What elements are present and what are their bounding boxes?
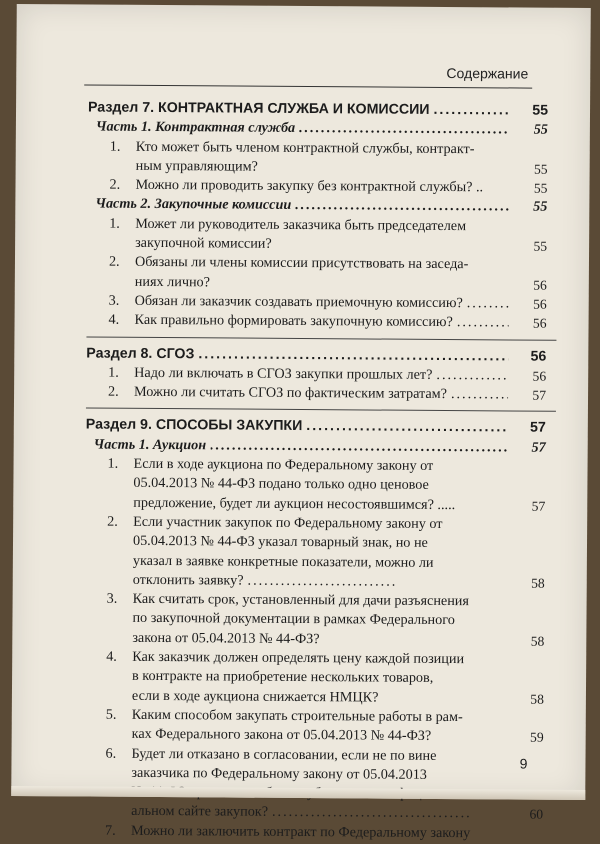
toc-item-number: 3.	[109, 292, 120, 311]
toc-item-line: в контракте на приобретение нескольких товаров,	[132, 668, 433, 686]
toc-item-number: 2.	[107, 513, 118, 532]
toc-item-line: Кто может быть членом контрактной службы, контракт-	[136, 138, 475, 156]
toc-item	[83, 821, 543, 844]
toc-item	[86, 311, 546, 334]
toc-item	[84, 590, 544, 651]
toc-page-number: 57	[512, 419, 546, 439]
toc-item-number: 1.	[109, 214, 120, 233]
toc-item-number: 7.	[105, 821, 116, 840]
toc-part-title: Часть 2. Закупочные комиссии	[95, 195, 291, 216]
toc-page-number: 56	[513, 294, 547, 314]
leader-dots	[457, 313, 509, 333]
toc-item-line: Как считать срок, установленный для дачи разъяснения	[133, 591, 469, 609]
toc-item-line: 05.04.2013 № 44-ФЗ указал товарный знак, но не	[133, 533, 428, 551]
toc-page-number: 55	[513, 237, 547, 257]
toc-section-title: Раздел 8. СГОЗ	[86, 344, 194, 364]
book-page	[11, 4, 591, 800]
toc-page-number: 55	[514, 159, 548, 179]
toc-item-line: Если участник закупок по Федеральному закону от	[133, 514, 442, 532]
toc-page-number: 56	[513, 275, 547, 295]
toc-item-number: 4.	[106, 648, 117, 667]
toc-item-line: ках Федерального закона от 05.04.2013 № 44-ФЗ?	[132, 726, 432, 744]
toc-page-number: 57	[511, 496, 545, 516]
toc-item-number: 5.	[106, 706, 117, 725]
toc-item-number: 2.	[109, 176, 120, 195]
toc-item	[83, 744, 544, 824]
table-of-contents	[83, 99, 548, 844]
toc-page-number: 58	[511, 573, 545, 593]
header-rule	[84, 84, 532, 88]
toc-item-line: Если в ходе аукциона по Федеральному закону от	[134, 456, 434, 474]
toc-section-title: Раздел 9. СПОСОБЫ ЗАКУПКИ	[86, 416, 303, 437]
toc-item-line: Обязаны ли члены комиссии присутствовать на заседа-	[135, 254, 468, 272]
leader-dots	[210, 436, 508, 457]
page-number: 9	[520, 756, 528, 772]
leader-dots	[467, 294, 509, 314]
toc-section-title: Раздел 7. КОНТРАКТНАЯ СЛУЖБА И КОМИССИИ	[88, 99, 430, 121]
toc-item-number: 1.	[108, 364, 119, 383]
toc-item-line: альном сайте закупок?	[131, 803, 268, 820]
toc-item-line: Каким способом закупать строительные работы в рам-	[132, 707, 463, 725]
toc-item-line: Может ли руководитель заказчика быть председателем	[135, 216, 466, 234]
leader-dots	[299, 119, 510, 140]
toc-item-number: 2.	[108, 383, 119, 402]
toc-item	[84, 648, 544, 709]
leader-dots	[433, 101, 510, 121]
toc-item-line: ным управляющим?	[136, 158, 258, 175]
toc-page-number: 55	[513, 179, 547, 199]
toc-page-number: 55	[513, 198, 547, 218]
toc-item-line: закупочной комиссии?	[135, 235, 272, 252]
toc-item-line: Можно ли проводить закупку без контрактной службы? ..	[135, 176, 513, 198]
toc-page-number: 58	[510, 631, 544, 651]
toc-item-line: Можно ли считать СГОЗ по фактическим затратам?	[134, 383, 447, 404]
leader-dots	[295, 196, 509, 217]
toc-item-line: Обязан ли заказчик создавать приемочную комиссию?	[135, 292, 463, 314]
toc-item-line: если в ходе аукциона снижается НМЦК?	[132, 687, 379, 705]
toc-item-number: 3.	[107, 590, 118, 609]
toc-item-line: 05.04.2013 № 44-ФЗ подано только одно ценовое	[133, 475, 429, 493]
toc-page-number: 57	[512, 386, 546, 406]
leader-dots	[198, 345, 508, 366]
toc-page-number: 55	[514, 101, 548, 121]
toc-item-number: 1.	[110, 137, 121, 156]
toc-item-line: по закупочной документации в рамках Федерального	[132, 610, 454, 628]
leader-dots	[436, 366, 508, 386]
toc-page-number: 56	[512, 366, 546, 386]
toc-page-number: 59	[510, 728, 544, 748]
leader-dots	[451, 385, 508, 405]
toc-item-line: предложение, будет ли аукцион несостоявшимся? .....	[133, 494, 455, 512]
toc-item	[87, 214, 547, 256]
toc-item-number: 6.	[105, 744, 116, 763]
toc-page-number: 57	[512, 438, 546, 458]
toc-item-line: указал в заявке конкретные показатели, можно ли	[133, 552, 434, 570]
toc-part-title: Часть 1. Аукцион	[94, 435, 207, 455]
toc-item	[87, 253, 547, 295]
toc-page-number: 56	[512, 314, 546, 334]
toc-item-number: 4.	[108, 311, 119, 330]
leader-dots	[272, 803, 472, 824]
toc-item	[88, 137, 548, 179]
toc-item-line: Как правильно формировать закупочную комиссию?	[134, 311, 452, 333]
toc-page-number: 55	[514, 121, 548, 141]
toc-item-number: 2.	[109, 253, 120, 272]
toc-item-line: отклонить заявку?	[133, 572, 244, 589]
toc-item	[85, 455, 545, 516]
toc-item-line: Будет ли отказано в согласовании, если не по вине	[131, 745, 436, 763]
toc-item-line: ниях лично?	[135, 274, 210, 291]
toc-item	[84, 705, 544, 747]
toc-part-title: Часть 1. Контрактная служба	[96, 118, 295, 139]
leader-dots	[306, 417, 508, 438]
toc-page-number: 60	[509, 805, 543, 825]
toc-item-line: Надо ли включать в СГОЗ закупки прошлых лет?	[134, 364, 432, 385]
toc-page-number: 56	[512, 347, 546, 367]
toc-item-line: Можно ли заключить контракт по Федеральному закону	[131, 822, 509, 844]
toc-item	[86, 383, 546, 406]
toc-item-line: закона от 05.04.2013 № 44-ФЗ?	[132, 630, 319, 647]
toc-item-line: Как заказчик должен определять цену каждой позиции	[132, 649, 464, 667]
toc-item-line: заказчика по Федеральному закону от 05.04.2013	[131, 765, 427, 783]
toc-item	[85, 512, 546, 592]
section-divider	[86, 336, 556, 341]
toc-page-number: 58	[510, 689, 544, 709]
leader-dots	[247, 571, 397, 591]
running-head-title: Содержание	[446, 65, 528, 82]
toc-item-number: 1.	[107, 455, 118, 474]
section-divider	[86, 408, 556, 413]
